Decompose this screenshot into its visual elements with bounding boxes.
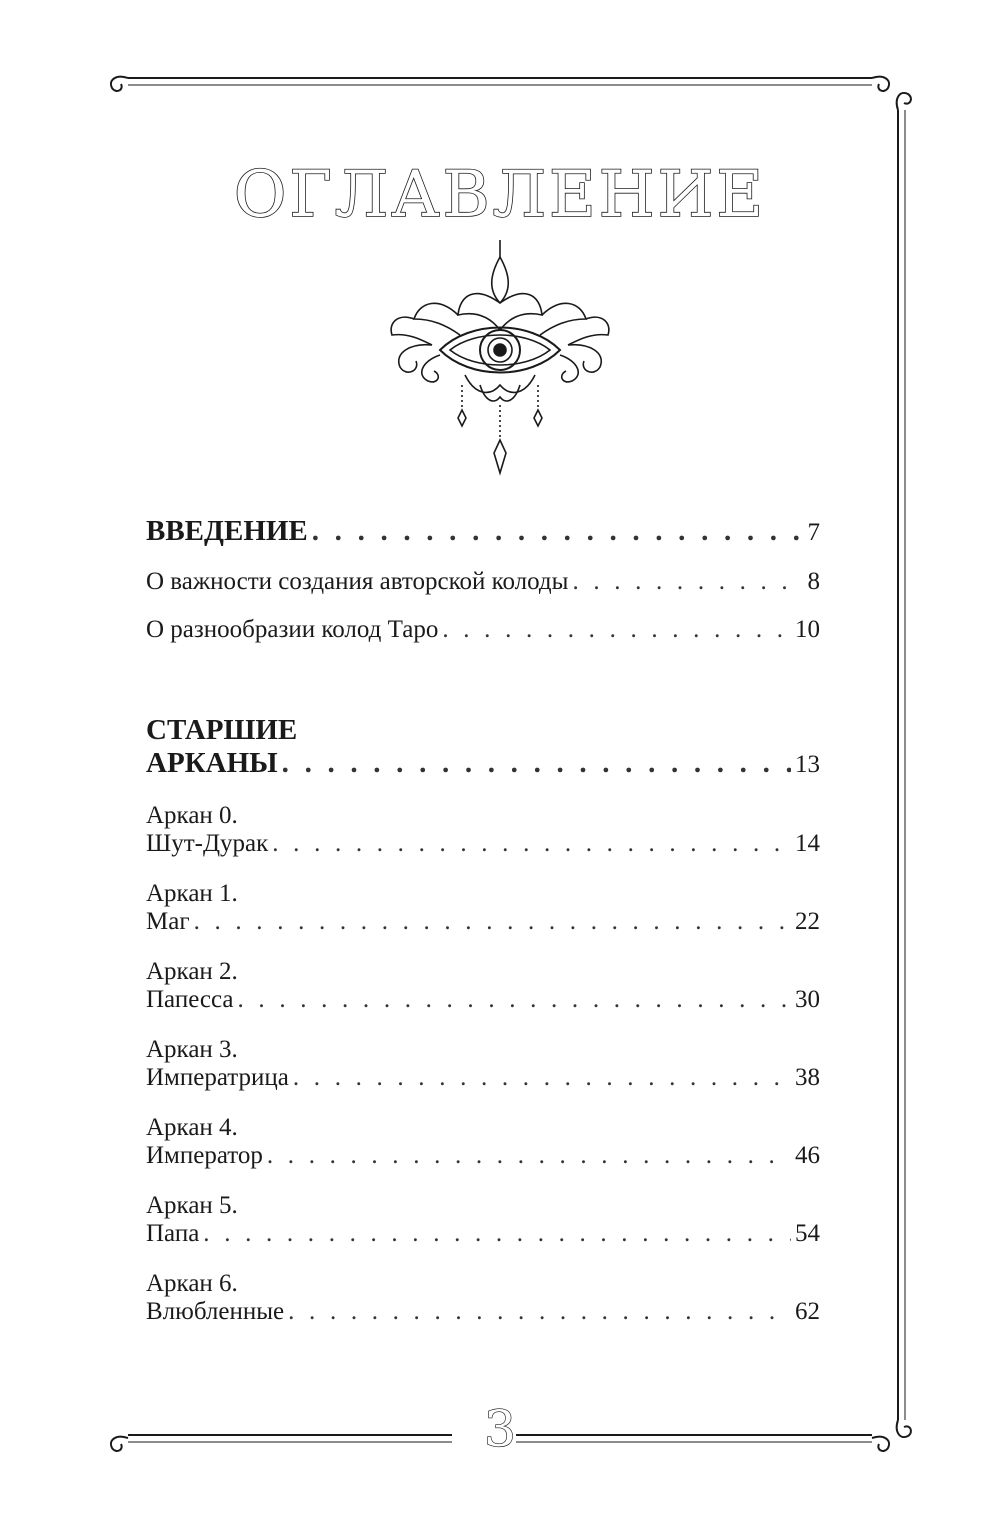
dot-leader [312,515,804,548]
toc-entry-label: Маг [146,908,190,935]
toc-entry-arcana-0[interactable] [146,802,820,858]
toc-entry-label: Императрица [146,1064,289,1091]
dot-leader [288,1298,791,1326]
toc-entry-label: Император [146,1142,263,1169]
dot-leader [442,616,791,644]
toc-entry-label: ВВЕДЕНИЕ [146,515,308,547]
page-title: ОГЛАВЛЕНИЕ [233,158,767,232]
toc-entry-label: Папа [146,1220,200,1247]
eye-mandala-icon [380,235,620,485]
dot-leader [194,908,791,936]
toc-entry-arcana-1[interactable] [146,880,820,936]
table-of-contents [146,505,820,1326]
toc-entry-major-arcana[interactable] [146,714,820,780]
toc-entry-label: Влюбленные [146,1298,285,1325]
toc-page-number: 38 [795,1064,820,1091]
toc-page-number: 8 [807,568,820,595]
dot-leader [203,1220,791,1248]
toc-entry-variety[interactable] [146,616,820,644]
dot-leader [272,830,791,858]
toc-entry-prefix: СТАРШИЕ [146,714,298,746]
dot-leader [293,1064,791,1092]
toc-entry-prefix: Аркан 5. [146,1192,238,1219]
toc-entry-prefix: Аркан 0. [146,802,238,829]
toc-page-number: 54 [795,1220,820,1247]
toc-entry-arcana-3[interactable] [146,1036,820,1092]
toc-entry-prefix: Аркан 2. [146,958,238,985]
toc-entry-label: АРКАНЫ [146,747,278,779]
toc-entry-arcana-6[interactable] [146,1270,820,1326]
toc-entry-prefix: Аркан 4. [146,1114,238,1141]
toc-entry-label: О разнообразии колод Таро [146,616,439,643]
toc-entry-prefix: Аркан 1. [146,880,238,907]
toc-page-number: 10 [795,616,820,643]
toc-entry-arcana-5[interactable] [146,1192,820,1248]
toc-page-number: 7 [807,519,820,546]
toc-entry-importance[interactable] [146,568,820,596]
dot-leader [238,986,791,1014]
dot-leader [572,568,803,596]
toc-entry-label: Папесса [146,986,234,1013]
toc-entry-intro[interactable] [146,515,820,548]
toc-page-number: 62 [795,1298,820,1325]
toc-entry-arcana-4[interactable] [146,1114,820,1170]
dot-leader [267,1142,791,1170]
toc-entry-label: Шут-Дурак [146,830,269,857]
toc-page-number: 22 [795,908,820,935]
toc-page-number: 14 [795,830,820,857]
page-number: 3 [484,1400,516,1458]
toc-page-number: 13 [795,751,820,778]
toc-page-number: 30 [795,986,820,1013]
toc-page-number: 46 [795,1142,820,1169]
toc-entry-label: О важности создания авторской колоды [146,568,569,595]
toc-entry-arcana-2[interactable] [146,958,820,1014]
toc-entry-prefix: Аркан 6. [146,1270,238,1297]
dot-leader [282,747,791,780]
toc-entry-prefix: Аркан 3. [146,1036,238,1063]
